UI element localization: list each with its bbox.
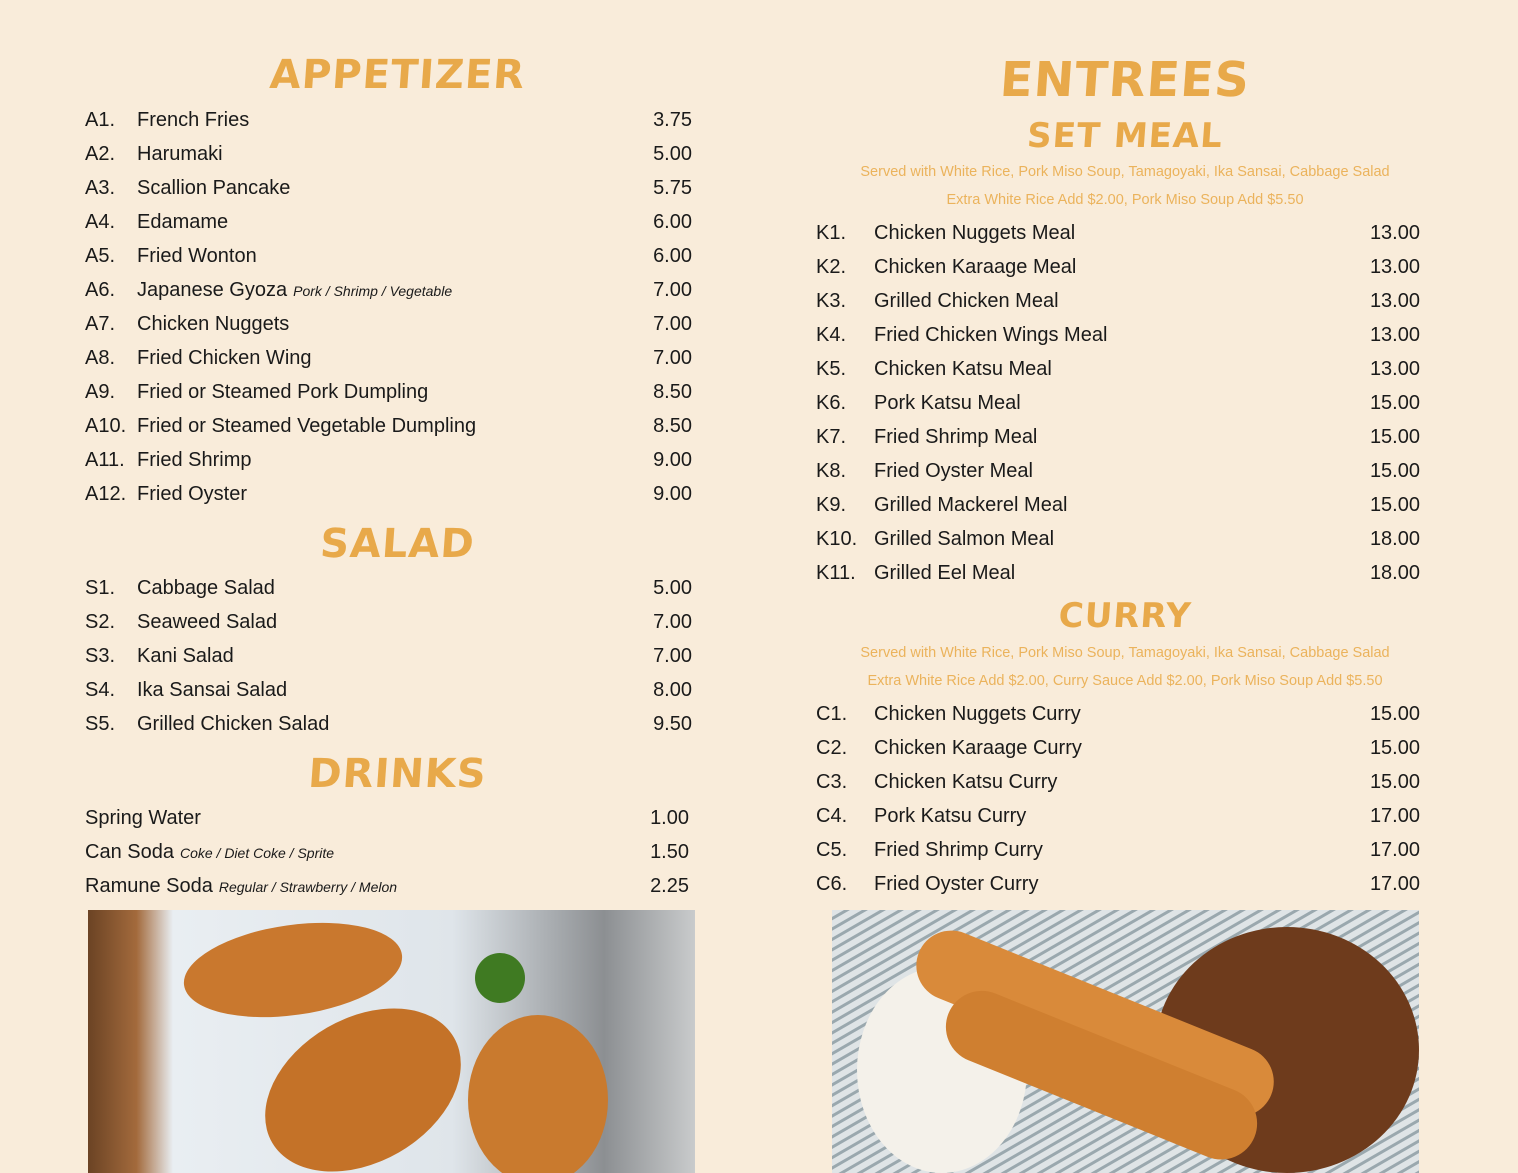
item-name (137, 611, 653, 634)
item-price: 17.00 (1369, 872, 1420, 895)
item-price: 9.00 (653, 482, 692, 505)
menu-item (85, 477, 692, 511)
item-code: K1. (816, 221, 847, 244)
item-name-text: Grilled Mackerel Meal (874, 493, 1068, 516)
item-name-text: Chicken Karaage Curry (874, 736, 1082, 759)
menu-item (816, 556, 1420, 590)
item-name (137, 483, 653, 506)
curry-list (816, 697, 1420, 901)
set-meal-heading: SET MEAL (1025, 116, 1225, 156)
appetizer-heading: APPETIZER (268, 52, 527, 98)
item-price: 5.00 (653, 142, 692, 165)
item-name (874, 392, 1370, 415)
item-code: K2. (816, 255, 847, 278)
menu-item (85, 835, 689, 869)
item-name-text: Grilled Eel Meal (874, 561, 1016, 584)
menu-item (816, 250, 1420, 284)
item-name-text: Fried Oyster Curry (874, 872, 1039, 895)
item-name-text: Chicken Katsu Curry (874, 770, 1058, 793)
item-price: 3.75 (653, 108, 692, 131)
item-name-text: Fried or Steamed Pork Dumpling (137, 380, 429, 403)
curry-photo (832, 910, 1419, 1173)
item-name-text: Ramune Soda (85, 874, 213, 897)
item-code: K10. (816, 527, 858, 550)
menu-item (85, 103, 692, 137)
item-name (137, 415, 653, 438)
menu-item (85, 605, 692, 639)
item-name-text: Fried Chicken Wing (137, 346, 312, 369)
menu-item (85, 639, 692, 673)
item-price: 1.50 (650, 840, 689, 863)
item-name (874, 222, 1370, 245)
item-name (137, 211, 653, 234)
item-price: 7.00 (653, 312, 692, 335)
menu-item (85, 171, 692, 205)
item-name (874, 562, 1370, 585)
item-name (874, 256, 1370, 279)
item-name (137, 177, 653, 200)
item-code: A12. (85, 482, 127, 505)
item-code: C6. (816, 872, 848, 895)
item-code: K11. (816, 561, 856, 584)
menu-item (85, 571, 692, 605)
item-name (137, 347, 653, 370)
item-name-text: Spring Water (85, 806, 201, 829)
set-meal-note: Served with White Rice, Pork Miso Soup, Tamagoyaki, Ika Sansai, Cabbage Salad (860, 164, 1390, 180)
curry-extras: Extra White Rice Add $2.00, Curry Sauce Add $2.00, Pork Miso Soup Add $5.50 (867, 673, 1383, 689)
menu-item (85, 443, 692, 477)
menu-item (816, 352, 1420, 386)
item-price: 13.00 (1369, 357, 1420, 380)
appetizer-list (85, 103, 692, 511)
item-name-text: French Fries (137, 108, 250, 131)
item-price: 15.00 (1369, 391, 1420, 414)
item-name (137, 713, 653, 736)
item-price: 15.00 (1369, 770, 1420, 793)
item-name (137, 449, 653, 472)
item-code: A1. (85, 108, 116, 131)
item-code: S4. (85, 678, 116, 701)
item-name (85, 841, 650, 864)
item-code: A8. (85, 346, 116, 369)
menu-item (816, 799, 1420, 833)
entrees-heading: ENTREES (998, 52, 1252, 108)
menu-item (816, 697, 1420, 731)
menu-item (816, 488, 1420, 522)
menu-item (816, 765, 1420, 799)
item-code: K6. (816, 391, 847, 414)
item-price: 15.00 (1369, 425, 1420, 448)
item-name-text: Grilled Chicken Meal (874, 289, 1059, 312)
item-name-text: Grilled Chicken Salad (137, 712, 330, 735)
item-code: C1. (816, 702, 848, 725)
menu-item (816, 420, 1420, 454)
item-price: 15.00 (1369, 736, 1420, 759)
item-code: S2. (85, 610, 116, 633)
item-name (137, 109, 653, 132)
item-price: 15.00 (1369, 459, 1420, 482)
item-name-text: Fried Chicken Wings Meal (874, 323, 1108, 346)
item-code: K3. (816, 289, 847, 312)
item-name-text: Chicken Nuggets (137, 312, 290, 335)
item-price: 1.00 (650, 806, 689, 829)
item-name-text: Fried Shrimp Meal (874, 425, 1038, 448)
item-name (137, 279, 653, 302)
item-code: S5. (85, 712, 116, 735)
menu-item (85, 409, 692, 443)
item-code: A2. (85, 142, 116, 165)
item-price: 17.00 (1369, 804, 1420, 827)
item-price: 5.00 (653, 576, 692, 599)
menu-item (816, 284, 1420, 318)
item-price: 18.00 (1369, 561, 1420, 584)
item-name-text: Edamame (137, 210, 229, 233)
menu-item (85, 341, 692, 375)
item-name (874, 839, 1370, 862)
item-name-text: Chicken Nuggets Meal (874, 221, 1076, 244)
item-name (85, 875, 650, 898)
item-code: K8. (816, 459, 847, 482)
croquette-photo (88, 910, 695, 1173)
item-name-text: Fried Oyster Meal (874, 459, 1033, 482)
item-name (137, 381, 653, 404)
item-name-text: Kani Salad (137, 644, 234, 667)
menu-item (816, 216, 1420, 250)
item-code: K7. (816, 425, 847, 448)
item-price: 7.00 (653, 278, 692, 301)
item-name-text: Ika Sansai Salad (137, 678, 288, 701)
item-name-text: Fried Shrimp Curry (874, 838, 1043, 861)
menu-item (85, 137, 692, 171)
item-price: 9.00 (653, 448, 692, 471)
item-code: A9. (85, 380, 116, 403)
item-price: 6.00 (653, 244, 692, 267)
menu-item (85, 239, 692, 273)
item-code: A3. (85, 176, 116, 199)
item-price: 8.50 (653, 414, 692, 437)
item-name (874, 494, 1370, 517)
item-code: A5. (85, 244, 116, 267)
menu-item (85, 273, 692, 307)
item-code: A4. (85, 210, 116, 233)
item-price: 7.00 (653, 610, 692, 633)
item-code: A6. (85, 278, 116, 301)
item-price: 13.00 (1369, 289, 1420, 312)
item-name (85, 807, 650, 830)
item-name (874, 460, 1370, 483)
item-name-text: Fried or Steamed Vegetable Dumpling (137, 414, 477, 437)
drinks-heading: DRINKS (306, 751, 489, 797)
set-meal-list (816, 216, 1420, 590)
item-name (874, 873, 1370, 896)
item-name (874, 737, 1370, 760)
item-code: S3. (85, 644, 116, 667)
item-price: 2.25 (650, 874, 689, 897)
item-name (137, 645, 653, 668)
item-price: 5.75 (653, 176, 692, 199)
item-price: 7.00 (653, 644, 692, 667)
item-code: C4. (816, 804, 848, 827)
menu-item (85, 205, 692, 239)
item-options: Coke / Diet Coke / Sprite (179, 844, 335, 861)
item-name-text: Cabbage Salad (137, 576, 275, 599)
item-name-text: Seaweed Salad (137, 610, 278, 633)
item-name-text: Fried Shrimp (137, 448, 252, 471)
item-name (874, 528, 1370, 551)
item-name (137, 679, 653, 702)
menu-item (816, 867, 1420, 901)
item-name-text: Can Soda (85, 840, 174, 863)
item-name (874, 290, 1370, 313)
item-price: 7.00 (653, 346, 692, 369)
menu-item (85, 307, 692, 341)
parsley (475, 953, 525, 1003)
drinks-list (85, 801, 689, 903)
item-name-text: Grilled Salmon Meal (874, 527, 1055, 550)
item-price: 15.00 (1369, 702, 1420, 725)
item-code: C5. (816, 838, 848, 861)
item-price: 13.00 (1369, 255, 1420, 278)
item-price: 9.50 (653, 712, 692, 735)
item-name (874, 324, 1370, 347)
menu-item (816, 454, 1420, 488)
menu-item (816, 833, 1420, 867)
menu-item (816, 318, 1420, 352)
item-options: Regular / Strawberry / Melon (218, 878, 398, 895)
item-name (137, 143, 653, 166)
item-price: 6.00 (653, 210, 692, 233)
menu-item (816, 386, 1420, 420)
item-name-text: Chicken Nuggets Curry (874, 702, 1081, 725)
menu-item (85, 375, 692, 409)
item-code: K4. (816, 323, 847, 346)
item-code: A10. (85, 414, 127, 437)
item-price: 17.00 (1369, 838, 1420, 861)
item-code: K9. (816, 493, 847, 516)
item-name (874, 805, 1370, 828)
menu-item (85, 707, 692, 741)
item-name (874, 426, 1370, 449)
item-price: 15.00 (1369, 493, 1420, 516)
item-code: S1. (85, 576, 116, 599)
item-name (874, 358, 1370, 381)
set-meal-extras: Extra White Rice Add $2.00, Pork Miso Soup Add $5.50 (946, 192, 1304, 208)
salad-heading: SALAD (318, 521, 477, 567)
menu-item (816, 522, 1420, 556)
salad-list (85, 571, 692, 741)
item-name-text: Chicken Karaage Meal (874, 255, 1077, 278)
item-name-text: Japanese Gyoza (137, 278, 288, 301)
item-name-text: Pork Katsu Curry (874, 804, 1027, 827)
item-name (137, 577, 653, 600)
item-price: 13.00 (1369, 221, 1420, 244)
item-code: C3. (816, 770, 848, 793)
item-name (874, 771, 1370, 794)
menu-item (816, 731, 1420, 765)
item-price: 8.00 (653, 678, 692, 701)
item-code: C2. (816, 736, 848, 759)
item-name-text: Pork Katsu Meal (874, 391, 1021, 414)
item-name-text: Fried Wonton (137, 244, 257, 267)
item-options: Pork / Shrimp / Vegetable (293, 282, 453, 299)
item-price: 8.50 (653, 380, 692, 403)
item-name-text: Fried Oyster (137, 482, 248, 505)
curry-heading: CURRY (1057, 596, 1193, 636)
item-name (137, 313, 653, 336)
item-name-text: Scallion Pancake (137, 176, 291, 199)
item-name-text: Chicken Katsu Meal (874, 357, 1052, 380)
item-price: 18.00 (1369, 527, 1420, 550)
item-code: A11. (85, 448, 125, 471)
menu-item (85, 673, 692, 707)
item-price: 13.00 (1369, 323, 1420, 346)
item-name (874, 703, 1370, 726)
menu-item (85, 801, 689, 835)
curry-note: Served with White Rice, Pork Miso Soup, Tamagoyaki, Ika Sansai, Cabbage Salad (860, 645, 1390, 661)
item-code: A7. (85, 312, 116, 335)
item-name (137, 245, 653, 268)
item-code: K5. (816, 357, 847, 380)
menu-item (85, 869, 689, 903)
item-name-text: Harumaki (137, 142, 223, 165)
